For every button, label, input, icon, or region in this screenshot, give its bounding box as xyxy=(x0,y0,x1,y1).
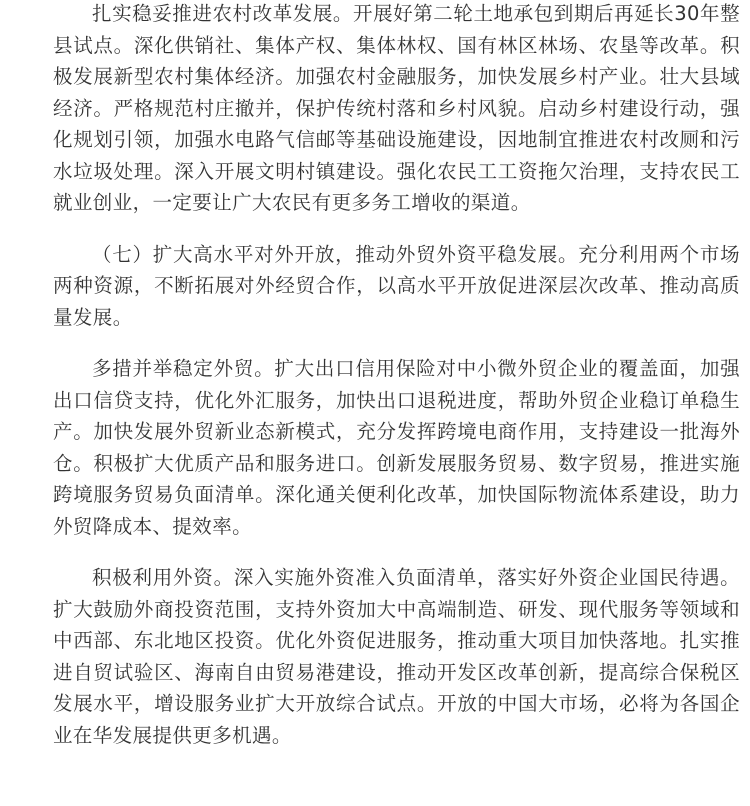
paragraph-foreign-investment: 积极利用外资。深入实施外资准入负面清单，落实好外资企业国民待遇。扩大鼓励外商投资范围，支持外资加大中高端制造、研发、现代服务等领域和中西部、东北地区投资。优化外资促进服务，推动重大项目加快落地。扎实推进自贸试验区、海南自由贸易港建设，推动开发区改革创新，提高综合保税区发展水平，增设服务业扩大开放综合试点。开放的中国大市场，必将为各国企业在华发展提供更多机遇。 xyxy=(53,566,740,747)
paragraph-stabilize-trade: 多措并举稳定外贸。扩大出口信用保险对中小微外贸企业的覆盖面，加强出口信贷支持，优化外汇服务，加快出口退税进度，帮助外贸企业稳订单稳生产。加快发展外贸新业态新模式，充分发挥跨境电商作用，支持建设一批海外仓。积极扩大优质产品和服务进口。创新发展服务贸易、数字贸易，推进实施跨境服务贸易负面清单。深化通关便利化改革，加快国际物流体系建设，助力外贸降成本、提效率。 xyxy=(53,357,740,538)
paragraph-section-seven-heading: （七）扩大高水平对外开放，推动外贸外资平稳发展。充分利用两个市场两种资源，不断拓展对外经贸合作，以高水平开放促进深层次改革、推动高质量发展。 xyxy=(53,242,740,329)
paragraph-rural-reform: 扎实稳妥推进农村改革发展。开展好第二轮土地承包到期后再延长30年整县试点。深化供销社、集体产权、集体林权、国有林区林场、农垦等改革。积极发展新型农村集体经济。加强农村金融服务，加快发展乡村产业。壮大县域经济。严格规范村庄撤并，保护传统村落和乡村风貌。启动乡村建设行动，强化规划引领，加强水电路气信邮等基础设施建设，因地制宜推进农村改厕和污水垃圾处理。深入开展文明村镇建设。强化农民工工资拖欠治理，支持农民工就业创业，一定要让广大农民有更多务工增收的渠道。 xyxy=(53,2,740,214)
